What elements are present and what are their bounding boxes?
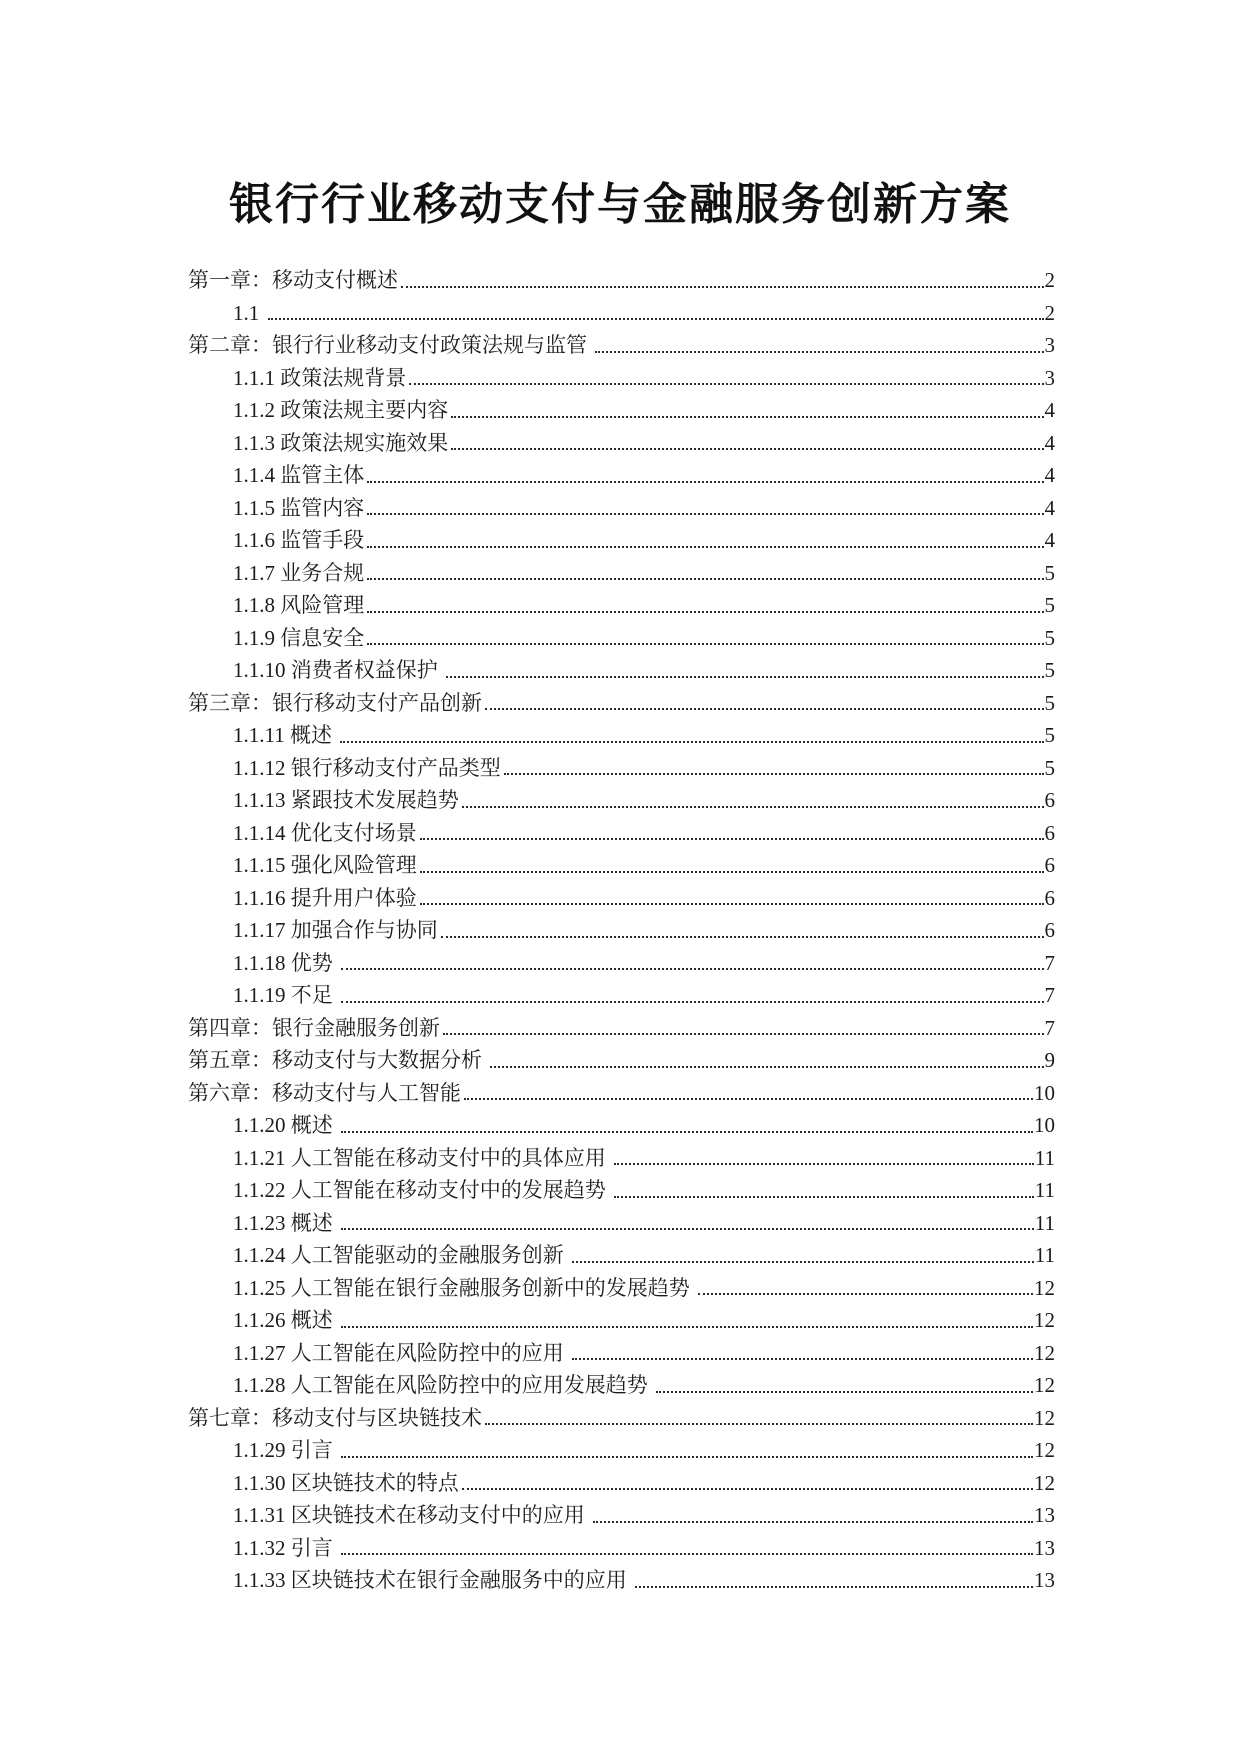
toc-entry-label: 1.1.19 不足 — [233, 983, 338, 1007]
toc-dot-leader — [420, 871, 1044, 873]
toc-entry-page-number: 4 — [1044, 495, 1055, 520]
toc-entry-page-number: 5 — [1044, 560, 1055, 585]
toc-entry-page-number: 11 — [1034, 1145, 1055, 1170]
toc-entry-section[interactable] — [188, 1499, 1055, 1532]
toc-entry-chapter[interactable] — [188, 1077, 1055, 1110]
toc-entry-page-number: 12 — [1034, 1340, 1055, 1365]
toc-dot-leader — [614, 1196, 1034, 1198]
toc-entry-page-number: 7 — [1044, 950, 1055, 975]
toc-entry-section[interactable] — [188, 719, 1055, 752]
toc-entry-label: 1.1.28 人工智能在风险防控中的应用发展趋势 — [233, 1373, 653, 1397]
toc-dot-leader — [451, 416, 1043, 418]
toc-entry-page-number: 4 — [1044, 528, 1055, 552]
toc-entry-label: 1.1.15 强化风险管理 — [233, 853, 417, 877]
toc-dot-leader — [268, 318, 1044, 320]
toc-entry-chapter[interactable] — [188, 264, 1055, 297]
toc-entry-page-number: 7 — [1044, 983, 1055, 1007]
toc-entry-section[interactable] — [188, 1272, 1055, 1305]
toc-entry-section[interactable] — [188, 1239, 1055, 1272]
toc-entry-chapter[interactable] — [188, 329, 1055, 362]
toc-entry-page-number: 11 — [1034, 1178, 1055, 1202]
toc-dot-leader — [656, 1391, 1033, 1393]
toc-entry-label: 1.1.23 概述 — [233, 1210, 338, 1235]
toc-entry-page-number: 4 — [1044, 463, 1055, 487]
toc-entry-page-number: 5 — [1044, 593, 1055, 617]
toc-entry-label: 1.1.12 银行移动支付产品类型 — [233, 755, 501, 780]
toc-entry-chapter[interactable] — [188, 1044, 1055, 1077]
toc-entry-label: 1.1.6 监管手段 — [233, 528, 365, 552]
toc-entry-page-number: 7 — [1044, 1015, 1055, 1040]
toc-entry-label: 1.1.17 加强合作与协同 — [233, 918, 438, 942]
toc-entry-label: 1.1.27 人工智能在风险防控中的应用 — [233, 1340, 569, 1365]
toc-dot-leader — [367, 546, 1043, 548]
toc-dot-leader — [464, 1098, 1033, 1100]
toc-dot-leader — [614, 1163, 1034, 1165]
toc-entry-page-number: 12 — [1034, 1438, 1055, 1462]
toc-entry-section[interactable] — [188, 1304, 1055, 1337]
toc-entry-section[interactable] — [188, 979, 1055, 1012]
toc-entry-section[interactable] — [188, 654, 1055, 687]
toc-dot-leader — [593, 1521, 1033, 1523]
toc-dot-leader — [341, 1553, 1033, 1555]
toc-dot-leader — [451, 448, 1043, 450]
toc-dot-leader — [367, 578, 1043, 580]
toc-entry-label: 1.1.4 监管主体 — [233, 463, 365, 487]
toc-entry-label: 1.1.5 监管内容 — [233, 495, 365, 520]
toc-entry-section[interactable] — [188, 784, 1055, 817]
toc-entry-section[interactable] — [188, 1434, 1055, 1467]
toc-entry-section[interactable] — [188, 1207, 1055, 1240]
toc-dot-leader — [504, 773, 1044, 775]
toc-entry-chapter[interactable] — [188, 1012, 1055, 1045]
toc-dot-leader — [341, 968, 1044, 970]
toc-entry-section[interactable] — [188, 1142, 1055, 1175]
toc-dot-leader — [341, 1326, 1033, 1328]
toc-entry-label: 1.1.29 引言 — [233, 1438, 338, 1462]
toc-entry-page-number: 5 — [1044, 723, 1055, 747]
toc-entry-page-number: 9 — [1044, 1048, 1055, 1072]
toc-entry-section[interactable] — [188, 622, 1055, 655]
toc-dot-leader — [485, 708, 1044, 710]
toc-dot-leader — [341, 1001, 1044, 1003]
toc-entry-page-number: 12 — [1034, 1308, 1055, 1332]
toc-entry-section[interactable] — [188, 557, 1055, 590]
toc-entry-page-number: 10 — [1034, 1113, 1055, 1137]
toc-dot-leader — [409, 383, 1043, 385]
toc-entry-label: 1.1.18 优势 — [233, 950, 338, 975]
toc-entry-section[interactable] — [188, 914, 1055, 947]
table-of-contents — [188, 264, 1055, 1597]
toc-entry-label: 1.1.9 信息安全 — [233, 625, 365, 650]
toc-dot-leader — [367, 481, 1043, 483]
toc-entry-page-number: 2 — [1044, 268, 1055, 292]
toc-entry-section[interactable] — [188, 882, 1055, 915]
toc-entry-section[interactable] — [188, 362, 1055, 395]
toc-dot-leader — [635, 1586, 1033, 1588]
toc-entry-label: 1.1.10 消费者权益保护 — [233, 658, 443, 682]
toc-entry-label: 1.1.30 区块链技术的特点 — [233, 1470, 459, 1495]
toc-dot-leader — [462, 806, 1044, 808]
toc-entry-label: 1.1.13 紧跟技术发展趋势 — [233, 788, 459, 812]
toc-entry-section[interactable] — [188, 817, 1055, 850]
toc-entry-page-number: 13 — [1034, 1503, 1055, 1527]
toc-entry-label: 1.1.22 人工智能在移动支付中的发展趋势 — [233, 1178, 611, 1202]
toc-entry-page-number: 5 — [1044, 658, 1055, 682]
toc-entry-page-number: 12 — [1034, 1470, 1055, 1495]
toc-entry-section[interactable] — [188, 1109, 1055, 1142]
toc-entry-label: 1.1.7 业务合规 — [233, 560, 365, 585]
toc-entry-page-number: 4 — [1044, 398, 1055, 422]
toc-entry-section[interactable] — [188, 394, 1055, 427]
toc-entry-section[interactable] — [188, 947, 1055, 980]
toc-dot-leader — [341, 1228, 1034, 1230]
toc-entry-label: 第六章：移动支付与人工智能 — [188, 1080, 461, 1105]
toc-entry-section[interactable] — [188, 1174, 1055, 1207]
toc-entry-section[interactable] — [188, 1369, 1055, 1402]
toc-dot-leader — [367, 611, 1043, 613]
toc-entry-label: 第二章：银行行业移动支付政策法规与监管 — [188, 333, 593, 357]
toc-entry-section[interactable] — [188, 1564, 1055, 1597]
toc-entry-page-number: 13 — [1034, 1535, 1055, 1560]
toc-entry-label: 1.1.21 人工智能在移动支付中的具体应用 — [233, 1145, 611, 1170]
toc-entry-page-number: 13 — [1034, 1568, 1055, 1592]
toc-entry-page-number: 6 — [1044, 918, 1055, 942]
toc-entry-section[interactable] — [188, 589, 1055, 622]
toc-dot-leader — [341, 1131, 1033, 1133]
toc-entry-label: 第三章：银行移动支付产品创新 — [188, 690, 482, 715]
toc-entry-section[interactable] — [188, 1337, 1055, 1370]
toc-entry-label: 1.1.26 概述 — [233, 1308, 338, 1332]
toc-dot-leader — [698, 1293, 1033, 1295]
document-title: 银行行业移动支付与金融服务创新方案 — [229, 180, 1011, 229]
toc-entry-section[interactable] — [188, 524, 1055, 557]
toc-entry-label: 1.1.8 风险管理 — [233, 593, 365, 617]
toc-entry-label: 1.1.20 概述 — [233, 1113, 338, 1137]
toc-entry-page-number: 4 — [1044, 430, 1055, 455]
toc-dot-leader — [401, 286, 1044, 288]
toc-entry-page-number: 10 — [1034, 1080, 1055, 1105]
toc-entry-section[interactable] — [188, 752, 1055, 785]
toc-entry-section[interactable] — [188, 427, 1055, 460]
toc-entry-label: 1.1.32 引言 — [233, 1535, 338, 1560]
toc-entry-label: 1.1.11 概述 — [233, 723, 338, 747]
toc-entry-label: 第七章：移动支付与区块链技术 — [188, 1405, 482, 1430]
toc-dot-leader — [420, 838, 1044, 840]
toc-dot-leader — [572, 1358, 1033, 1360]
toc-entry-section[interactable] — [188, 1467, 1055, 1500]
toc-entry-page-number: 2 — [1044, 300, 1055, 325]
toc-entry-page-number: 12 — [1034, 1405, 1055, 1430]
toc-entry-label: 1.1.25 人工智能在银行金融服务创新中的发展趋势 — [233, 1275, 695, 1300]
toc-entry-page-number: 6 — [1044, 853, 1055, 877]
toc-dot-leader — [462, 1488, 1033, 1490]
toc-dot-leader — [485, 1423, 1033, 1425]
toc-entry-section[interactable] — [188, 297, 1055, 330]
toc-dot-leader — [595, 351, 1043, 353]
toc-entry-label: 1.1.24 人工智能驱动的金融服务创新 — [233, 1243, 569, 1267]
toc-entry-page-number: 12 — [1034, 1373, 1055, 1397]
toc-dot-leader — [441, 936, 1044, 938]
toc-dot-leader — [367, 643, 1043, 645]
toc-dot-leader — [490, 1066, 1043, 1068]
toc-entry-label: 第五章：移动支付与大数据分析 — [188, 1048, 488, 1072]
toc-entry-label: 1.1.14 优化支付场景 — [233, 820, 417, 845]
toc-dot-leader — [572, 1261, 1034, 1263]
toc-entry-label: 1.1.31 区块链技术在移动支付中的应用 — [233, 1503, 590, 1527]
toc-entry-label: 1.1 — [233, 300, 265, 325]
toc-entry-label: 1.1.1 政策法规背景 — [233, 365, 407, 390]
toc-entry-section[interactable] — [188, 492, 1055, 525]
toc-entry-section[interactable] — [188, 459, 1055, 492]
toc-entry-page-number: 5 — [1044, 625, 1055, 650]
toc-entry-page-number: 6 — [1044, 885, 1055, 910]
toc-entry-page-number: 6 — [1044, 788, 1055, 812]
toc-dot-leader — [341, 1456, 1033, 1458]
toc-entry-chapter[interactable] — [188, 687, 1055, 720]
toc-entry-page-number: 5 — [1044, 690, 1055, 715]
toc-entry-page-number: 3 — [1044, 333, 1055, 357]
toc-dot-leader — [340, 741, 1043, 743]
toc-dot-leader — [367, 513, 1043, 515]
toc-entry-page-number: 11 — [1034, 1210, 1055, 1235]
toc-entry-page-number: 6 — [1044, 820, 1055, 845]
toc-dot-leader — [443, 1033, 1044, 1035]
toc-dot-leader — [446, 676, 1044, 678]
toc-entry-page-number: 3 — [1044, 365, 1055, 390]
toc-entry-label: 1.1.16 提升用户体验 — [233, 885, 417, 910]
toc-entry-label: 1.1.3 政策法规实施效果 — [233, 430, 449, 455]
toc-entry-section[interactable] — [188, 1532, 1055, 1565]
toc-entry-chapter[interactable] — [188, 1402, 1055, 1435]
toc-entry-label: 第四章：银行金融服务创新 — [188, 1015, 440, 1040]
toc-entry-section[interactable] — [188, 849, 1055, 882]
toc-entry-page-number: 12 — [1034, 1275, 1055, 1300]
toc-entry-label: 1.1.2 政策法规主要内容 — [233, 398, 449, 422]
toc-entry-label: 第一章：移动支付概述 — [188, 268, 398, 292]
toc-entry-page-number: 5 — [1044, 755, 1055, 780]
toc-dot-leader — [420, 903, 1044, 905]
toc-entry-page-number: 11 — [1034, 1243, 1055, 1267]
toc-entry-label: 1.1.33 区块链技术在银行金融服务中的应用 — [233, 1568, 632, 1592]
